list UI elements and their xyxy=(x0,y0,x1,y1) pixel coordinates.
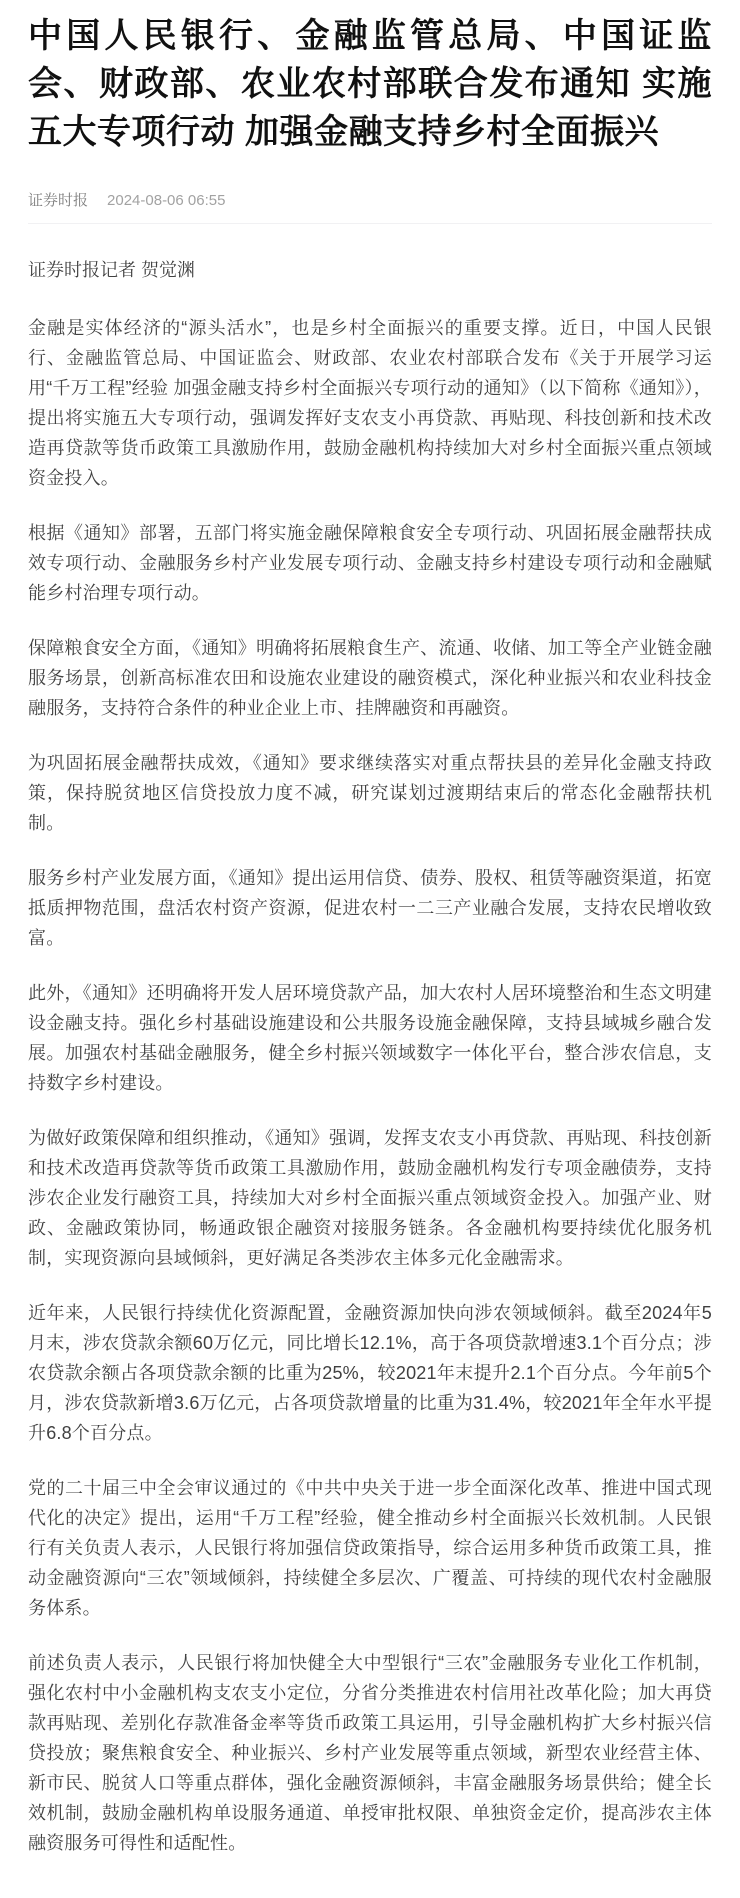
paragraph: 党的二十届三中全会审议通过的《中共中央关于进一步全面深化改革、推进中国式现代化的决定》提出，运用“千万工程”经验，健全推动乡村全面振兴长效机制。人民银行有关负责人表示，人民银行将加强信贷政策指导，综合运用多种货币政策工具，推动金融资源向“三农”领域倾斜，持续健全多层次、广覆盖、可持续的现代农村金融服务体系。 xyxy=(28,1478,712,1618)
paragraph: 前述负责人表示，人民银行将加快健全大中型银行“三农”金融服务专业化工作机制，强化农村中小金融机构支农支小定位，分省分类推进农村信用社改革化险；加大再贷款再贴现、差别化存款准备金率等货币政策工具运用，引导金融机构扩大乡村振兴信贷投放；聚焦粮食安全、种业振兴、乡村产业发展等重点领域，新型农业经营主体、新市民、脱贫人口等重点群体，强化金融资源倾斜，丰富金融服务场景供给；健全长效机制，鼓励金融机构单设服务通道、单授审批权限、单独资金定价，提高涉农主体融资服务可得性和适配性。 xyxy=(28,1653,712,1853)
paragraph: 为做好政策保障和组织推动，《通知》强调，发挥支农支小再贷款、再贴现、科技创新和技术改造再贷款等货币政策工具激励作用，鼓励金融机构发行专项金融债券，支持涉农企业发行融资工具，持续加大对乡村全面振兴重点领域资金投入。加强产业、财政、金融政策协同，畅通政银企融资对接服务链条。各金融机构要持续优化服务机制，实现资源向县域倾斜，更好满足各类涉农主体多元化金融需求。 xyxy=(28,1128,712,1268)
meta-divider xyxy=(28,223,712,224)
page-title: 中国人民银行、金融监管总局、中国证监会、财政部、农业农村部联合发布通知 实施五大专项行动 加强金融支持乡村全面振兴 xyxy=(28,17,712,151)
paragraph: 为巩固拓展金融帮扶成效，《通知》要求继续落实对重点帮扶县的差异化金融支持政策，保持脱贫地区信贷投放力度不减，研究谋划过渡期结束后的常态化金融帮扶机制。 xyxy=(28,753,712,833)
byline: 证券时报记者 贺觉渊 xyxy=(28,260,196,280)
publish-timestamp: 2024-08-06 06:55 xyxy=(107,192,226,209)
paragraph: 近年来，人民银行持续优化资源配置，金融资源加快向涉农领域倾斜。截至2024年5月末，涉农贷款余额60万亿元，同比增长12.1%，高于各项贷款增速3.1个百分点；涉农贷款余额占各项贷款余额的比重为25%，较2021年末提升2.1个百分点。今年前5个月，涉农贷款新增3.6万亿元，占各项贷款增量的比重为31.4%，较2021年全年水平提升6.8个百分点。 xyxy=(28,1303,712,1443)
source-name: 证券时报 xyxy=(28,192,89,209)
paragraph: 根据《通知》部署，五部门将实施金融保障粮食安全专项行动、巩固拓展金融帮扶成效专项行动、金融服务乡村产业发展专项行动、金融支持乡村建设专项行动和金融赋能乡村治理专项行动。 xyxy=(28,523,712,603)
paragraph: 保障粮食安全方面，《通知》明确将拓展粮食生产、流通、收储、加工等全产业链金融服务场景，创新高标准农田和设施农业建设的融资模式，深化种业振兴和农业科技金融服务，支持符合条件的种业企业上市、挂牌融资和再融资。 xyxy=(28,638,712,718)
paragraph: 金融是实体经济的“源头活水”，也是乡村全面振兴的重要支撑。近日，中国人民银行、金融监管总局、中国证监会、财政部、农业农村部联合发布《关于开展学习运用“千万工程”经验 加强金融支持乡村全面振兴专项行动的通知》（以下简称《通知》），提出将实施五大专项行动，强调发挥好支农支小再贷款、再贴现、科技创新和技术改造再贷款等货币政策工具激励作用，鼓励金融机构持续加大对乡村全面振兴重点领域资金投入。 xyxy=(28,318,712,488)
paragraph: 服务乡村产业发展方面，《通知》提出运用信贷、债券、股权、租赁等融资渠道，拓宽抵质押物范围，盘活农村资产资源，促进农村一二三产业融合发展，支持农民增收致富。 xyxy=(28,868,712,948)
article-body xyxy=(28,313,712,1858)
article-meta xyxy=(28,192,712,210)
paragraph: 此外，《通知》还明确将开发人居环境贷款产品，加大农村人居环境整治和生态文明建设金融支持。强化乡村基础设施建设和公共服务设施金融保障，支持县域城乡融合发展。加强农村基础金融服务，健全乡村振兴领域数字一体化平台，整合涉农信息，支持数字乡村建设。 xyxy=(28,983,712,1093)
